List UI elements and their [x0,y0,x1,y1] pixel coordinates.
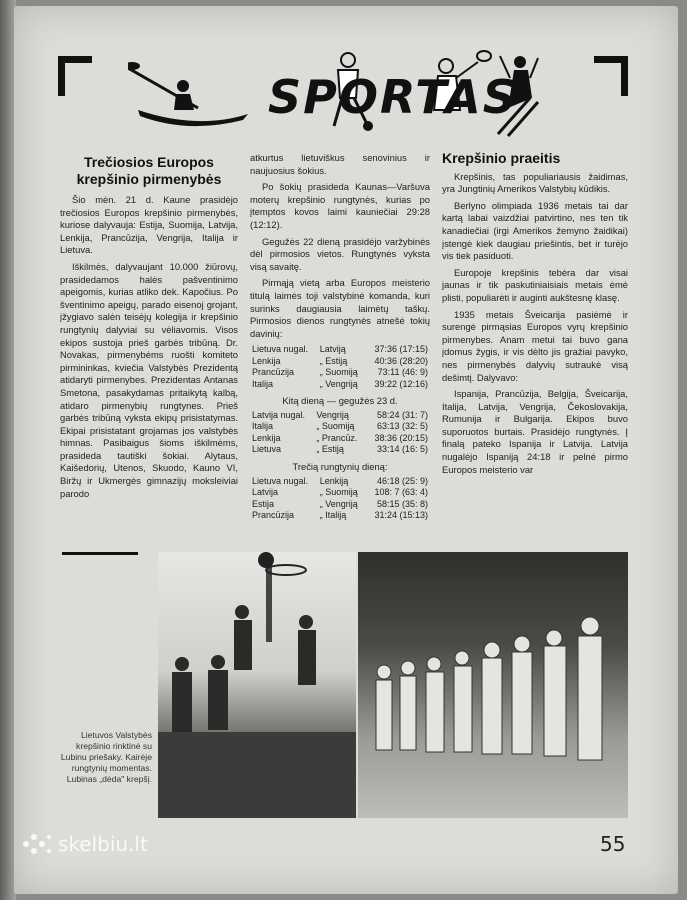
corner-bracket-right [594,56,628,96]
dots-logo-icon [22,833,52,855]
article-paragraph: atkurtus lietuviškus senovinius ir naujuosius šokius. [250,152,430,176]
corner-bracket-left [58,56,92,96]
kayak-illustration [128,62,248,126]
results-subheading: Trečią rungtynių dieną: [292,460,388,472]
article-paragraph: Pirmąją vietą arba Europos meisterio titulą laimės toji valstybinė komanda, kuri surinks daugiausia laimėtų taškų. Pirmosios dienos rungtynės atnešė tokių davinių: [250,277,430,339]
table-row: Lenkija „ Estiją 40:36 (28:20) [252,355,428,366]
table-row: Estija „ Vengriją 58:15 (35: 8) [252,498,428,509]
results-table-day3 [250,476,430,522]
article-paragraph: Gegužės 22 dieną prasidėjo varžybinės dėl pirmosios vietos. Rungtynės vyksta visą savaitę. [250,235,430,272]
article-paragraph: Europoje krepšinis tebėra dar visai jaunas ir tik paskutiniaisiais metais ėmė plisti, populiarėti ir auginti aukštesnę klasę. [442,266,628,303]
national-team-photo [358,552,628,818]
article-column-2 [250,152,430,527]
table-row: Prancūzija „ Suomiją 73:11 (46: 9) [252,367,428,378]
table-row: Lietuva nugal. Lenkiją 46:18 (25: 9) [252,475,428,486]
page-number: 55 [600,832,626,856]
table-row: Lietuva nugal. Latviją 37:36 (17:15) [252,344,428,355]
article-paragraph: 1935 metais Šveicarija pasiėmė ir surengė pirmąsias Europos vyrų krepšinio pirmenybes. Anam metui tai buvo gana įdomus žygis, ir vis dėlto jis gražiai pavyko, nes pirmenybės dalyvių sutraukė visą dešimtį. Dalyvavo: [442,308,628,383]
article-headline-history: Krepšinio praeitis [442,150,561,166]
table-row: Prancūzija „ Italiją 31:24 (15:13) [252,510,428,520]
table-row: Italija „ Vengriją 39:22 (12:16) [252,378,428,389]
decorative-rule [62,552,138,555]
masthead-title: SPORTAS [268,70,518,124]
table-row: Lenkija „ Prancūz. 38:36 (20:15) [252,432,428,443]
article-paragraph: Šio mėn. 21 d. Kaune prasidėjo trečiosios Europos krepšinio pirmenybės, kuriose dalyvauja: Estija, Suomija, Latvija, Lenkija, Prancūzija, Vengrija, Italija ir Lietuva. [60,194,238,256]
table-row: Latvija „ Suomiją 108: 7 (63: 4) [252,487,428,497]
site-watermark [22,832,148,856]
table-row: Latvija nugal. Vengriją 58:24 (31: 7) [252,409,428,420]
article-paragraph: Iškilmės, dalyvaujant 10.000 žiūrovų, prasidedamos halės pašventinimo apeigomis, kurias atliko dek. Kapočius. Po šventinimo apeigų, parado eisenoj grojant, įžygiavo salėn teisėjų kolegija ir krepšinio rungtynių dalyviai su vėliavomis. Visos ekipos sustoja prieš garbės tribūną. Dr. Novakas, pirmenybėms ruošti komiteto pirmininkas, kviečia Valstybės Prezidentą atidaryti pirmenybes. Prezidentas Antanas Smetona, pasakydamas pritaikytą kalbą, atidaro pirmenybių rungtynes. Prieš garbės tribūną vyksta ekipų prisistatymas. Ekipai prisistatant grojamas jos valstybės himnas. Pasibaigus šioms iškilmėms, prasideda tautiški šokiai. Alytaus, Kaišedorių, Utenos, Skuodo, Kauno VI, Biržų ir Ukmergės gimnazijų moksleiviai parodo [60,260,238,499]
results-table-day1 [250,344,430,390]
basketball-game-photo [158,552,356,818]
masthead [58,48,628,138]
photo-caption: Lietuvos Valstybės krepšinio rinktinė su Lubinu priešaky. Kairėje rungtynių momentas. Lubinas „dėda" krepšį. [60,730,152,784]
article-paragraph: Berlyno olimpiada 1936 metais tai dar kartą labai vaizdžiai patvirtino, nes ten tik kanadiečiai (irgi Amerikos žemyno žaidikai) įstengė kiek daugiau priešintis, bet ir turėjo vis tiek pasiduoti. [442,199,628,262]
article-column-1 [60,152,238,504]
watermark-text: skelbiu.lt [58,832,148,856]
table-row: Italija „ Suomiją 63:13 (32: 5) [252,421,428,432]
results-subheading: Kitą dieną — gegužės 23 d. [282,395,398,407]
article-headline-championship: Trečiosios Europos krepšinio pirmenybės [76,154,222,187]
article-paragraph: Po šokių prasideda Kaunas—Varšuva moterų krepšinio rungtynės, kurias po įtemptos kovos laimi kauniečiai 29:28 (12:12). [250,181,430,230]
article-paragraph: Ispanija, Prancūzija, Belgija, Šveicarija, Italija, Latvija, Vengrija, Čekoslovakija, Rumunija ir Bulgarija. Ekipos buvo suporuotos burtais. Prasidėjo rungtynės. Į finalą pateko Ispanija ir Latvija. Latvija nugalėjo Ispaniją 24:18 ir pelnė pirmo Europos meisterio var [442,388,628,475]
results-table-day2 [250,410,430,456]
article-paragraph: Krepšinis, tas populiariausis žaidimas, yra Jungtinių Amerikos Valstybių kūdikis. [442,170,628,195]
table-row: Lietuva „ Estiją 33:14 (16: 5) [252,444,428,455]
article-column-3 [442,152,628,480]
